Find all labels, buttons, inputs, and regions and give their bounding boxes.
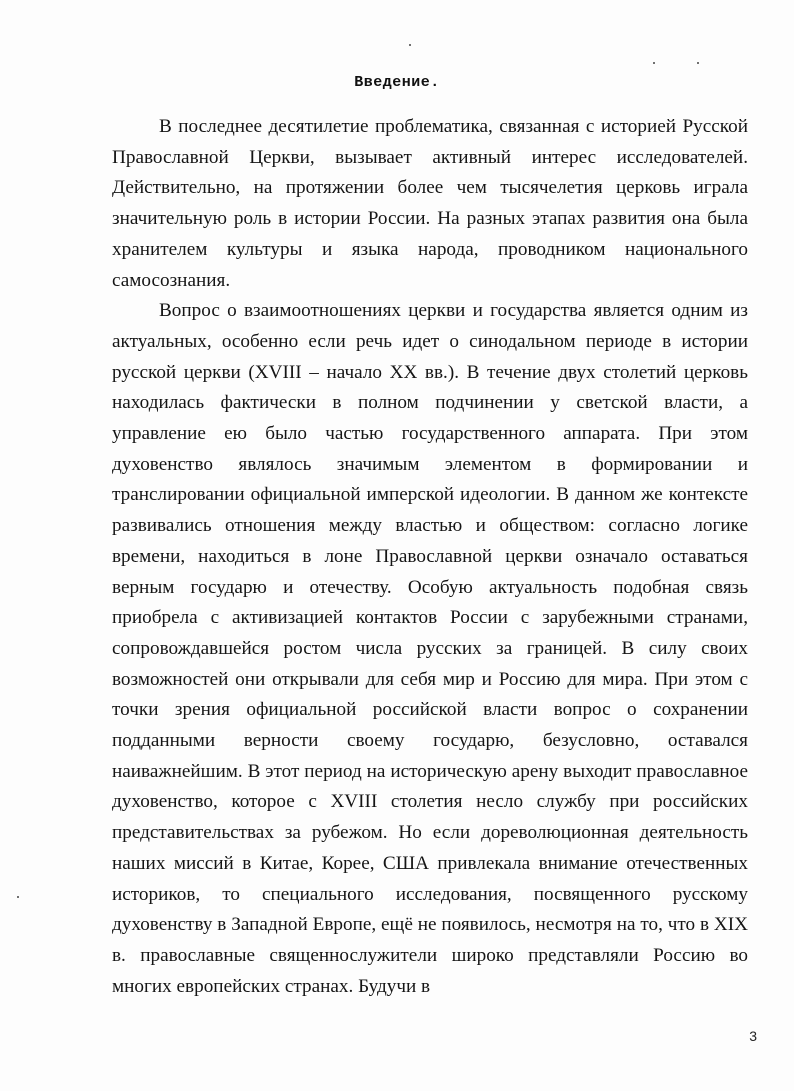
page-title: Введение. [354, 74, 440, 91]
scan-speck [653, 62, 655, 64]
paragraph-intro: В последнее десятилетие проблематика, связанная с историей Русской Православной Церкви, вызывает активный интерес исследователей. Действительно, на протяжении более чем тысячелетия церковь играла значительную роль в истории России. На разных этапах развития она была хранителем культуры и языка народа, проводником национального самосознания. [112, 116, 748, 291]
scan-speck [409, 44, 411, 46]
body-text [112, 112, 748, 1002]
page-number: 3 [749, 1028, 757, 1044]
scan-speck [697, 62, 699, 64]
scan-speck [17, 896, 19, 898]
paragraph-church-state: Вопрос о взаимоотношениях церкви и государства является одним из актуальных, особенно если речь идет о синодальном периоде в истории русской церкви (XVIII – начало XX вв.). В течение двух столетий церковь находилась фактически в полном подчинении у светской власти, а управление ею было частью государственного аппарата. При этом духовенство являлось значимым элементом в формировании и транслировании официальной имперской идеологии. В данном же контексте развивались отношения между властью и обществом: согласно логике времени, находиться в лоне Православной церкви означало оставаться верным государю и отечеству. Особую актуальность подобная связь приобрела с активизацией контактов России с зарубежными странами, сопровождавшейся ростом числа русских за границей. В силу своих возможностей они открывали для себя мир и Россию для мира. При этом с точки зрения официальной российской власти вопрос о сохранении подданными верности своему государю, безусловно, оставался наиважнейшим. В этот период на историческую арену выходит православное духовенство, которое с XVIII столетия несло службу при российских представительствах за рубежом. Но если дореволюционная деятельность наших миссий в Китае, Корее, США привлекала внимание отечественных историков, то специального исследования, посвященного русскому духовенству в Западной Европе, ещё не появилось, несмотря на то, что в XIX в. православные священнослужители широко представляли Россию во многих европейских странах. Будучи в [112, 300, 748, 997]
